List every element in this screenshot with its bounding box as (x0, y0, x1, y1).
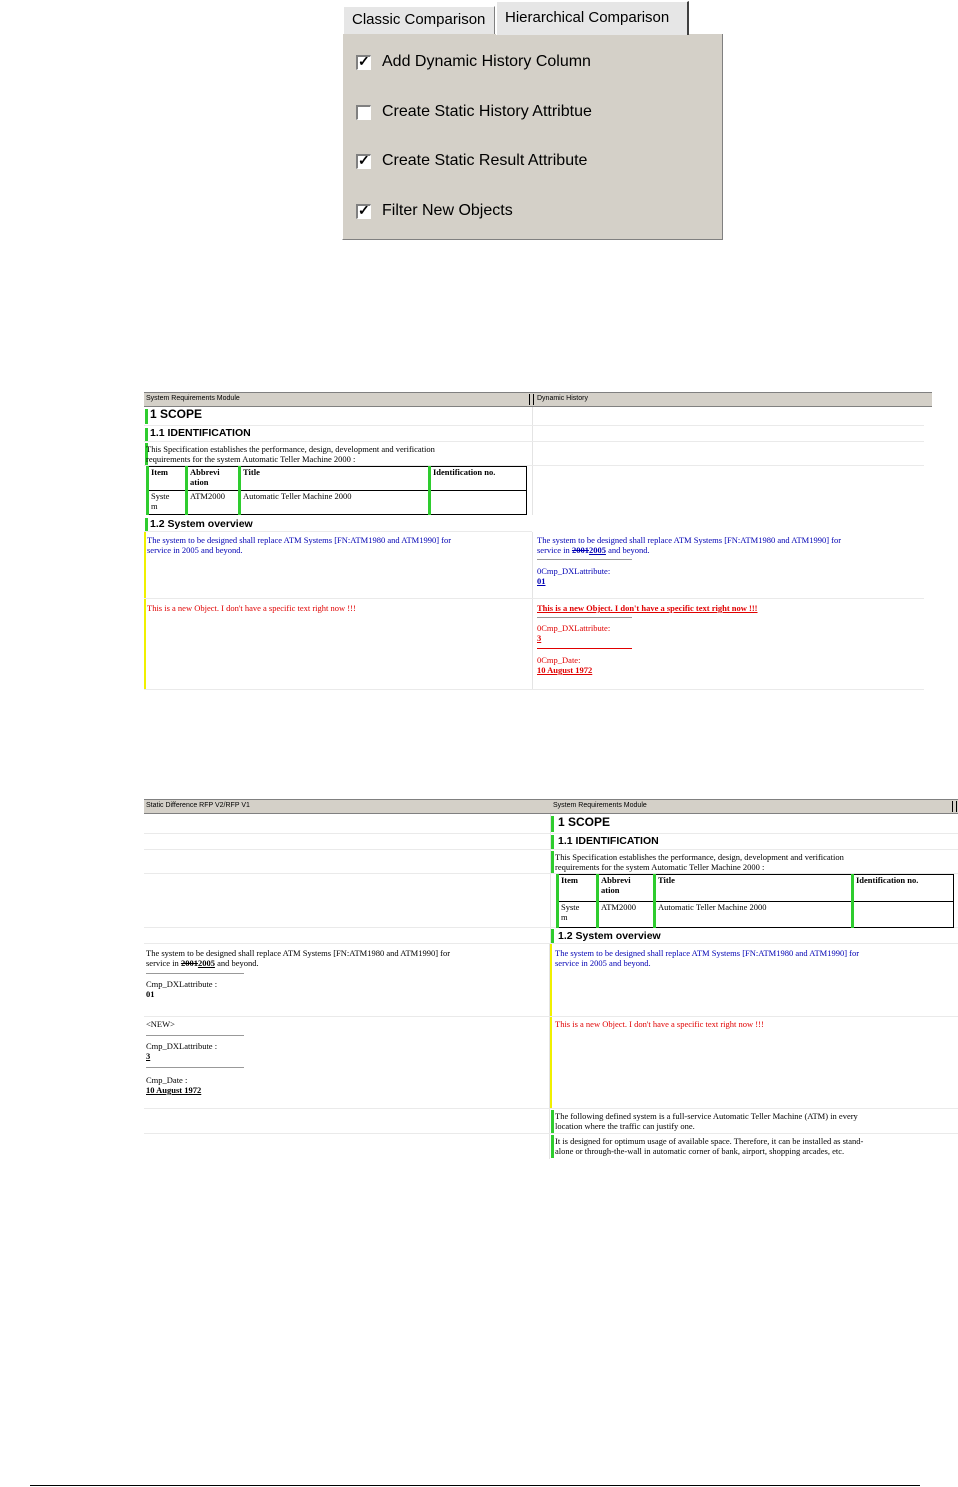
history-attribute-value: 01 (537, 576, 546, 586)
static-difference-grid (144, 799, 958, 1159)
table-cell: ATM2000 (187, 491, 240, 515)
green-change-bar (551, 835, 554, 849)
heading-scope: 1 SCOPE (558, 815, 611, 829)
table-row[interactable] (144, 426, 924, 442)
column-header-label: System Requirements Module (553, 802, 647, 809)
history-date-value: 10 August 1972 (537, 665, 593, 675)
heading-identification: 1.1 IDENTIFICATION (558, 835, 659, 847)
history-attribute-name: 0Cmp_DXLattribute: (537, 566, 611, 576)
difference-date-value: 10 August 1972 (146, 1085, 202, 1095)
dynamic-history-grid (144, 392, 932, 698)
heading-system-overview: 1.2 System overview (150, 518, 253, 530)
table-cell: Automatic Teller Machine 2000 (240, 491, 430, 515)
history-text-line: service in 20012005 and beyond. (537, 545, 650, 555)
difference-text-line: service in 20012005 and beyond. (146, 958, 259, 968)
create-static-history-checkbox[interactable] (356, 105, 371, 120)
column-header-system-requirements[interactable] (144, 392, 534, 407)
spec-text-line: This Specification establishes the performance, design, development and verification (146, 444, 435, 454)
green-change-bar (145, 409, 148, 424)
difference-attribute-value: 3 (146, 1051, 151, 1061)
table-row[interactable] (144, 466, 532, 517)
table-header-cell: Item (148, 467, 187, 491)
table-row[interactable] (144, 1017, 958, 1109)
table-row[interactable] (144, 1109, 958, 1134)
table-header-cell: Identification no. (853, 875, 954, 902)
column-header-system-requirements[interactable] (551, 799, 958, 814)
separator-rule (537, 648, 632, 649)
history-attribute-value: 3 (537, 633, 542, 643)
filter-new-objects-checkbox[interactable] (356, 204, 371, 219)
check-mark-icon: ✓ (358, 53, 370, 69)
create-static-result-label: Create Static Result Attribute (382, 152, 588, 169)
difference-attribute-value: 01 (146, 989, 155, 999)
table-cell: Syste m (148, 491, 187, 515)
table-row[interactable] (144, 517, 532, 532)
table-row[interactable] (144, 814, 958, 834)
requirement-text-line: service in 2005 and beyond. (555, 958, 651, 968)
spec-text-line: This Specification establishes the performance, design, development and verification (555, 852, 844, 862)
create-static-result-checkbox[interactable] (356, 154, 371, 169)
column-header-label: System Requirements Module (146, 395, 240, 402)
green-change-bar (551, 929, 554, 943)
green-change-bar (551, 1110, 554, 1133)
history-attribute-name: 0Cmp_DXLattribute: (537, 623, 611, 633)
tab-page (342, 34, 723, 240)
table-row[interactable] (144, 850, 958, 874)
table-header-cell: Item (558, 875, 598, 902)
table-row[interactable] (144, 407, 924, 426)
page-footer-rule (30, 1485, 920, 1486)
history-date-name: 0Cmp_Date: (537, 655, 581, 665)
identification-table (146, 466, 527, 515)
table-header-cell: Title (655, 875, 853, 902)
separator-rule (146, 973, 244, 974)
new-object-text: This is a new Object. I don't have a specific text right now !!! (555, 1019, 764, 1029)
table-row[interactable] (144, 834, 958, 850)
requirement-text-line: The following defined system is a full-service Automatic Teller Machine (ATM) in every (555, 1111, 858, 1121)
history-text-line: The system to be designed shall replace ATM Systems [FN:ATM1980 and ATM1990] for (537, 535, 842, 545)
tab-strip (342, 0, 723, 35)
table-row[interactable] (144, 1134, 958, 1159)
identification-table (556, 874, 954, 928)
table-row[interactable] (144, 928, 958, 944)
table-header-cell: Identification no. (430, 467, 527, 491)
table-cell: Automatic Teller Machine 2000 (655, 902, 853, 928)
green-change-bar (145, 428, 148, 441)
separator-rule (146, 1067, 244, 1068)
table-row[interactable] (144, 532, 924, 599)
heading-identification: 1.1 IDENTIFICATION (150, 427, 251, 439)
column-resize-grip-icon[interactable] (952, 801, 957, 812)
new-object-tag: <NEW> (146, 1019, 175, 1029)
add-dynamic-history-checkbox[interactable] (356, 55, 371, 70)
create-static-history-label: Create Static History Attribtue (382, 103, 592, 120)
green-change-bar (551, 851, 554, 873)
requirement-text-line: alone or through-the-wall in automatic corner of bank, airport, shopping arcades, etc. (555, 1146, 845, 1156)
filter-new-objects-label: Filter New Objects (382, 202, 513, 219)
tab-hierarchical-comparison[interactable]: Hierarchical Comparison (496, 1, 689, 35)
column-header-label: Dynamic History (537, 395, 588, 402)
check-mark-icon: ✓ (358, 152, 370, 168)
history-new-object-text: This is a new Object. I don't have a specific text right now !!! (537, 603, 758, 613)
requirement-text-line: service in 2005 and beyond. (147, 545, 243, 555)
heading-system-overview: 1.2 System overview (558, 930, 661, 942)
comparison-options-panel (342, 0, 723, 240)
heading-scope: 1 SCOPE (150, 407, 203, 421)
table-header-cell: Abbrevi ation (598, 875, 655, 902)
table-row[interactable] (144, 442, 924, 466)
column-header-static-difference[interactable] (144, 799, 551, 814)
table-cell: ATM2000 (598, 902, 655, 928)
separator-rule (537, 559, 632, 560)
add-dynamic-history-label: Add Dynamic History Column (382, 53, 591, 70)
difference-attribute-name: Cmp_DXLattribute : (146, 1041, 218, 1051)
table-header-cell: Title (240, 467, 430, 491)
table-header-cell: Abbrevi ation (187, 467, 240, 491)
separator-rule (146, 1035, 244, 1036)
green-change-bar (551, 816, 554, 832)
green-change-bar (551, 1135, 554, 1158)
table-cell (430, 491, 527, 515)
table-row[interactable] (144, 944, 958, 1017)
column-header-dynamic-history[interactable] (534, 392, 932, 407)
spec-text-line: requirements for the system Automatic Teller Machine 2000 : (555, 862, 765, 872)
new-object-text: This is a new Object. I don't have a specific text right now !!! (147, 603, 356, 613)
separator-rule (537, 617, 632, 618)
check-mark-icon: ✓ (358, 202, 370, 218)
requirement-text-line: The system to be designed shall replace ATM Systems [FN:ATM1980 and ATM1990] for (555, 948, 860, 958)
spec-text-line: requirements for the system Automatic Teller Machine 2000 : (146, 454, 356, 464)
requirement-text-line: location where the traffic can justify one. (555, 1121, 695, 1131)
difference-attribute-name: Cmp_DXLattribute : (146, 979, 218, 989)
requirement-text-line: The system to be designed shall replace ATM Systems [FN:ATM1980 and ATM1990] for (147, 535, 452, 545)
table-row[interactable] (144, 874, 958, 928)
table-row[interactable] (144, 599, 924, 690)
tab-classic-comparison[interactable]: Classic Comparison (343, 6, 495, 34)
column-header-label: Static Difference RFP V2/RFP V1 (146, 802, 250, 809)
table-cell: Syste m (558, 902, 598, 928)
table-cell (853, 902, 954, 928)
difference-date-name: Cmp_Date : (146, 1075, 188, 1085)
requirement-text-line: It is designed for optimum usage of available space. Therefore, it can be installed as stand- (555, 1136, 864, 1146)
green-change-bar (145, 518, 148, 531)
difference-text-line: The system to be designed shall replace ATM Systems [FN:ATM1980 and ATM1990] for (146, 948, 451, 958)
